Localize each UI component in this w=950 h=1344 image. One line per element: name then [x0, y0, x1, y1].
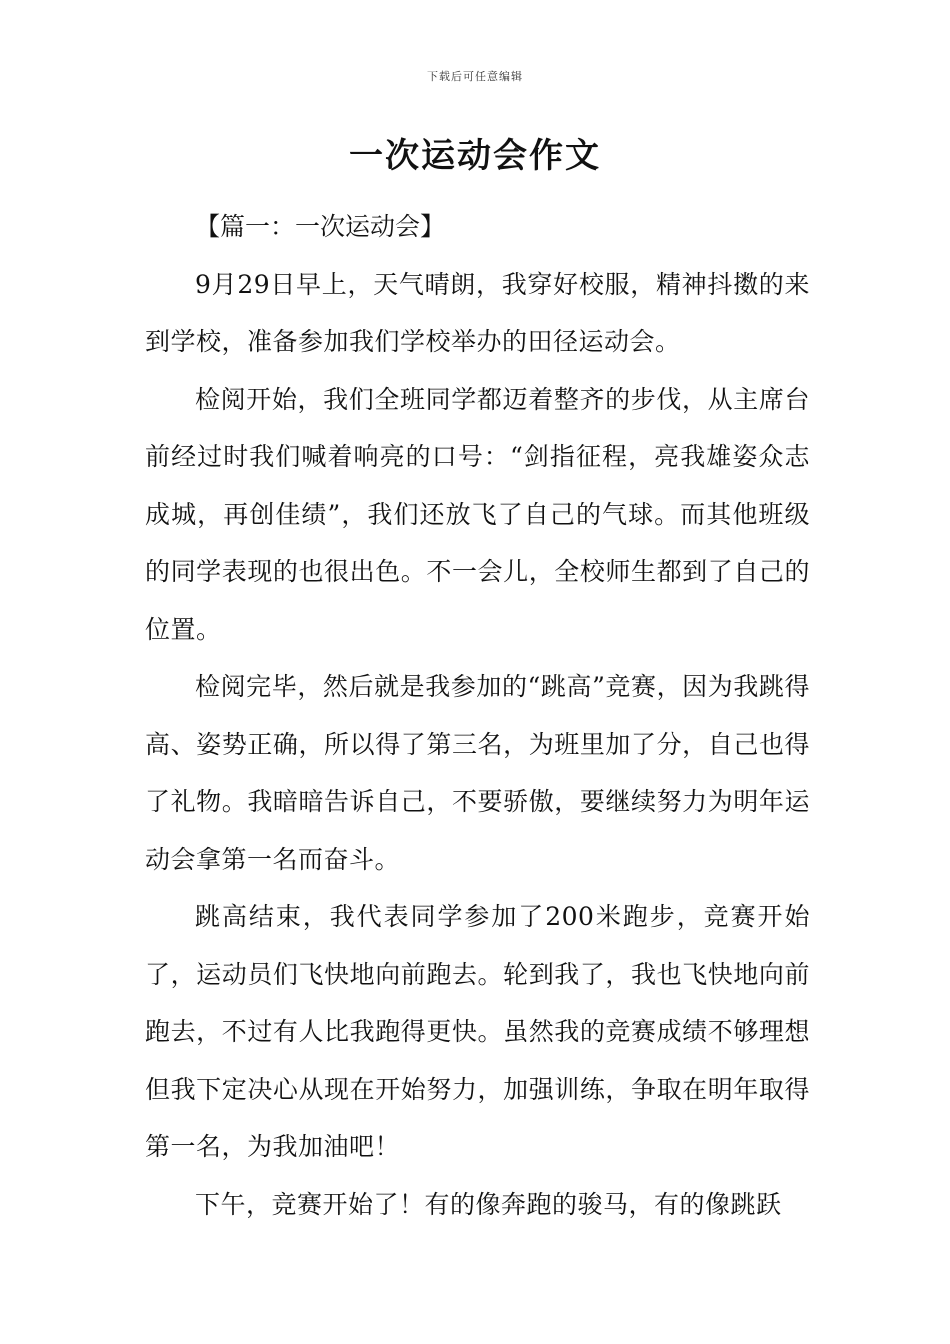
paragraph-3: 检阅完毕，然后就是我参加的“跳高”竞赛，因为我跳得高、姿势正确，所以得了第三名，为班里加了分，自己也得了礼物。我暗暗告诉自己，不要骄傲，要继续努力为明年运动会拿第一名而奋斗。: [145, 672, 810, 874]
paragraph-4: 跳高结束，我代表同学参加了200米跑步，竞赛开始了，运动员们飞快地向前跑去。轮到我了，我也飞快地向前跑去，不过有人比我跑得更快。虽然我的竞赛成绩不够理想但我下定决心从现在开始努力，加强训练，争取在明年取得第一名，为我加油吧！: [145, 902, 810, 1161]
paragraph-2: 检阅开始，我们全班同学都迈着整齐的步伐，从主席台前经过时我们喊着响亮的口号：“剑指征程，亮我雄姿众志成城，再创佳绩”，我们还放飞了自己的气球。而其他班级的同学表现的也很出色。不一会儿，全校师生都到了自己的位置。: [145, 384, 810, 644]
document-title: 一次运动会作文: [349, 136, 601, 176]
header-note: 下载后可任意编辑: [427, 70, 523, 83]
paragraph-5: 下午，竞赛开始了！有的像奔跑的骏马，有的像跳跃: [195, 1189, 782, 1219]
section-heading: 【篇一：一次运动会】: [195, 212, 446, 241]
paragraph-1: 9月29日早上，天气晴朗，我穿好校服，精神抖擞的来到学校，准备参加我们学校举办的田径运动会。: [145, 269, 810, 356]
document-body: [145, 198, 810, 1233]
